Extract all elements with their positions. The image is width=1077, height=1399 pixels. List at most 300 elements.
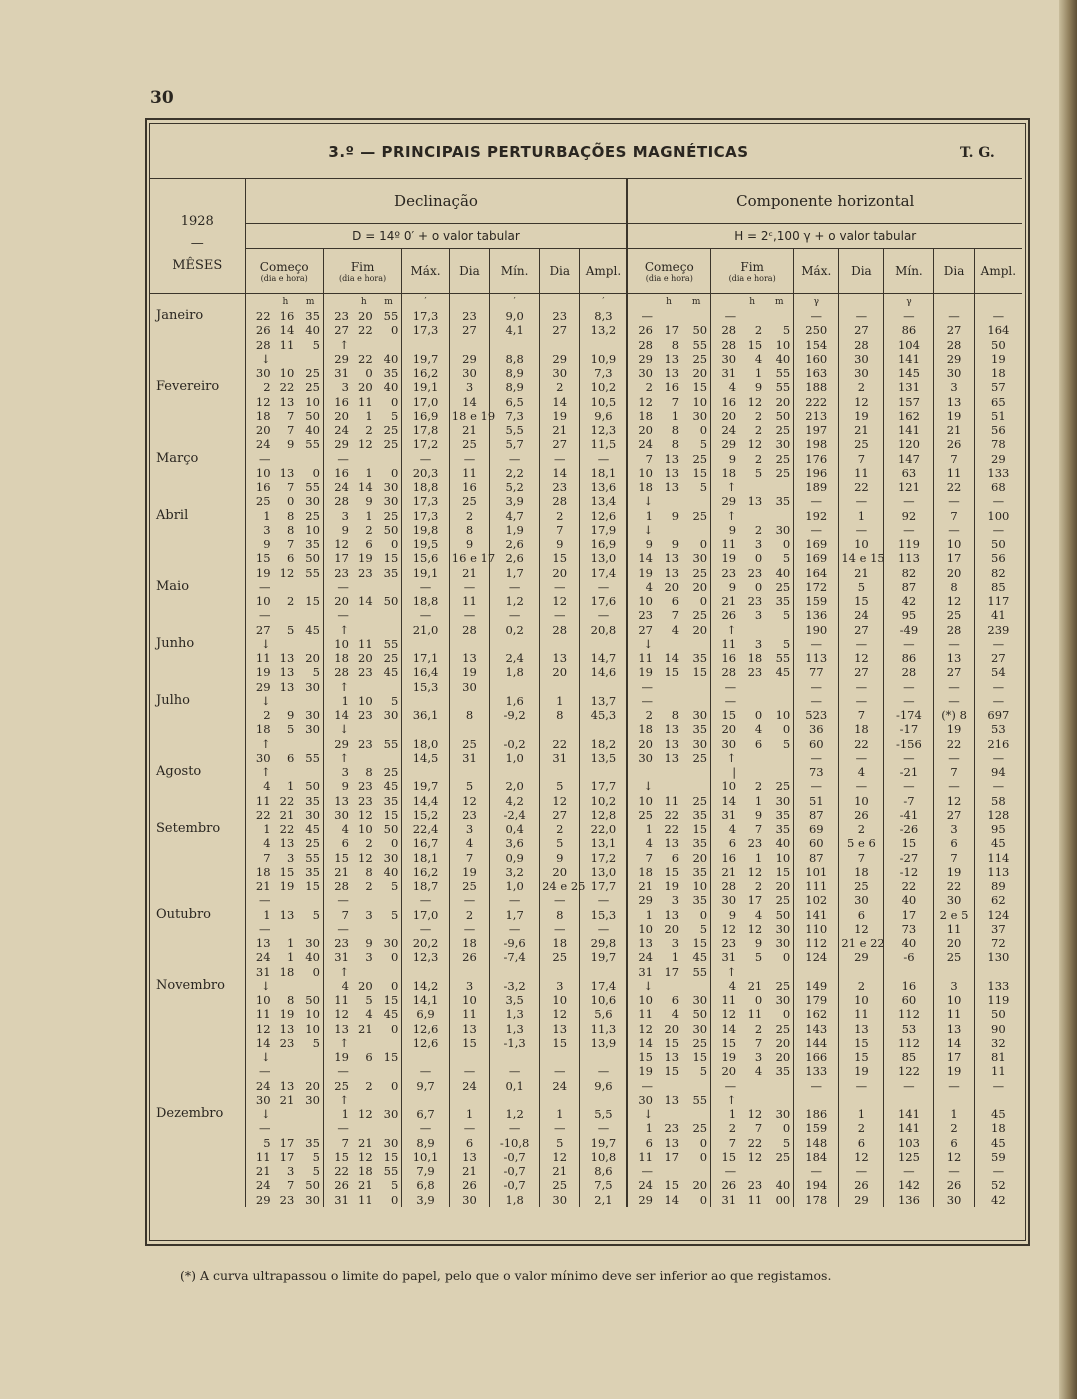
month-cell (150, 808, 245, 822)
decl-max-cell: 9,7 (402, 1079, 450, 1093)
table-row (150, 480, 1022, 494)
h-max-cell: 148 (794, 1136, 839, 1150)
h-start-hour-cell: 13 (664, 907, 680, 922)
table-row (150, 893, 1022, 907)
h-ampl-cell: 59 (974, 1150, 1022, 1164)
decl-min-day-cell: 27 (540, 323, 580, 337)
decl-start-hour-cell: 13 (279, 1078, 295, 1093)
decl-max-day-cell: 19 (449, 865, 489, 879)
decl-max-cell: 7,9 (402, 1164, 450, 1178)
h-start-hour-cell: 9 (671, 537, 680, 551)
decl-end-day-cell: 18 (323, 651, 352, 665)
decl-start-day-cell: — (245, 608, 274, 622)
decl-end-day-cell: 21 (323, 865, 352, 879)
decl-min-cell: 0,1 (490, 1079, 540, 1093)
h-end-min-cell: 20 (775, 1035, 791, 1050)
h-max-cell: 162 (794, 1007, 839, 1021)
decl-ampl-cell: 12,3 (580, 423, 628, 437)
h-max-cell: 189 (794, 480, 839, 494)
table-row (150, 950, 1022, 964)
h-min-cell: 145 (884, 366, 934, 380)
decl-start-hour-cell: 10 (279, 366, 295, 380)
decl-min-cell: -1,3 (490, 1036, 540, 1050)
decl-start-hour-cell (274, 452, 298, 466)
decl-max-cell: 22,4 (402, 822, 450, 836)
h-start-min-cell: 25 (692, 793, 708, 808)
h-end-min-cell: 30 (775, 1107, 791, 1121)
decl-min-day-cell: 23 (540, 480, 580, 494)
h-end-min-cell: 0 (782, 722, 791, 737)
decl-max-cell: 10,1 (402, 1150, 450, 1164)
h-start-day-cell: 18 (627, 865, 656, 879)
h-ampl-cell: — (974, 680, 1022, 694)
h-end-hour-cell: 2 (754, 408, 763, 423)
months-label: MÊSES (172, 258, 223, 273)
h-ampl-cell: 41 (974, 608, 1022, 622)
h-start-hour-cell: 19 (664, 879, 680, 893)
h-start-hour-cell (656, 779, 682, 793)
h-start-min-cell: 20 (692, 366, 708, 380)
month-cell (150, 494, 245, 508)
h-end-min-cell: 0 (782, 1007, 791, 1022)
decl-end-hour-cell: 12 (358, 1107, 373, 1121)
decl-ampl-cell: 17,7 (580, 779, 628, 793)
h-start-day-cell: 7 (627, 851, 656, 865)
decl-start-hour-cell (274, 979, 298, 993)
h-start-day-cell: ↓ (627, 979, 656, 993)
h-max-cell: 172 (794, 580, 839, 594)
decl-max-day-cell: 18 e 19 (449, 409, 489, 423)
h-max-day-cell: — (839, 494, 884, 508)
decl-min-header: Mín. (490, 249, 540, 294)
decl-end-day-cell: ↑ (323, 751, 352, 765)
decl-start-min-cell: 55 (305, 480, 320, 494)
h-min-day-cell: 29 (934, 352, 974, 366)
decl-max-cell: 19,1 (402, 380, 450, 394)
decl-max-cell: 8,9 (402, 1136, 450, 1150)
decl-end-min-cell: 0 (390, 1192, 399, 1207)
decl-end-min-cell: 0 (390, 1078, 399, 1093)
h-max-cell: — (794, 637, 839, 651)
h-end-day-cell: 12 (711, 1007, 740, 1021)
month-cell (150, 1178, 245, 1192)
decl-end-hour-cell: 20 (358, 978, 373, 993)
decl-start-min-cell: 25 (305, 380, 320, 395)
h-start-day-cell: 14 (627, 551, 656, 565)
h-min-day-cell: 3 (934, 979, 974, 993)
decl-end-day-cell: 30 (323, 808, 352, 822)
decl-start-day-cell: 2 (245, 380, 274, 394)
decl-max-day-cell: 26 (449, 950, 489, 964)
decl-start-min-cell: 30 (305, 1092, 320, 1107)
decl-end-hour-cell: 11 (358, 394, 373, 409)
h-start-min-cell: 30 (692, 993, 708, 1007)
decl-start-min-cell: 35 (305, 309, 320, 323)
decl-min-cell: 3,5 (490, 993, 540, 1007)
h-max-cell: 136 (794, 608, 839, 622)
unit-h: h (666, 296, 672, 307)
decl-end-min-cell: 5 (390, 1178, 399, 1193)
h-start-hour-cell (656, 680, 682, 694)
unit-min: ′ (402, 294, 450, 310)
decl-min-day-cell: 9 (540, 851, 580, 865)
h-start-min-cell: 0 (699, 1192, 708, 1207)
h-ampl-cell: 114 (974, 851, 1022, 865)
h-start-hour-cell: 13 (664, 451, 680, 466)
decl-end-min-cell (376, 1064, 402, 1078)
month-cell (150, 1136, 245, 1150)
h-start-day-cell: 14 (627, 1036, 656, 1050)
decl-start-hour-cell: 22 (279, 822, 295, 836)
h-ampl-cell: — (974, 751, 1022, 765)
h-start-day-cell: 20 (627, 737, 656, 751)
h-start-min-cell (682, 979, 711, 993)
h-start-hour-cell: 17 (664, 323, 680, 338)
h-max-day-cell: 30 (839, 893, 884, 907)
decl-end-hour-cell (352, 751, 376, 765)
decl-ampl-cell: 5,6 (580, 1007, 628, 1021)
h-end-day-cell: 30 (711, 352, 740, 366)
h-max-day-cell: 30 (839, 352, 884, 366)
decl-end-min-cell: 40 (383, 351, 399, 366)
h-min-cell: 82 (884, 566, 934, 580)
decl-min-day-cell: 28 (540, 623, 580, 637)
h-start-day-cell: 6 (627, 1136, 656, 1150)
decl-ampl-cell: 19,7 (580, 1136, 628, 1150)
decl-end-hour-cell: 21 (358, 1135, 373, 1150)
decl-min-day-cell: 7 (540, 523, 580, 537)
h-min-cell: — (884, 637, 934, 651)
decl-start-day-cell: 12 (245, 395, 274, 409)
h-ampl-cell: 130 (974, 950, 1022, 964)
h-max-cell: 102 (794, 893, 839, 907)
decl-end-hour-cell: 3 (365, 950, 373, 965)
h-min-day-cell: 26 (934, 1178, 974, 1192)
decl-start-min-cell: 25 (305, 836, 320, 851)
h-max-day-cell: 15 (839, 1036, 884, 1050)
decl-start-min-cell: 5 (312, 1035, 320, 1050)
decl-end-min-cell: 30 (383, 1107, 399, 1121)
h-start-min-cell: 20 (692, 622, 708, 637)
h-end-day-cell: 16 (711, 395, 740, 409)
disturbances-table (150, 178, 1022, 1207)
h-end-min-cell (765, 1079, 794, 1093)
h-ampl-cell: 50 (974, 537, 1022, 551)
h-max-day-cell: 12 (839, 651, 884, 665)
h-start-min-cell (682, 694, 711, 708)
month-cell (150, 779, 245, 793)
decl-min-day-cell: 15 (540, 1036, 580, 1050)
h-start-day-cell: 19 (627, 665, 656, 679)
h-end-min-cell: 0 (782, 950, 791, 965)
h-start-min-cell (682, 680, 711, 694)
unit-min: ′ (490, 294, 540, 310)
h-min-cell: — (884, 1079, 934, 1093)
h-min-cell: 16 (884, 979, 934, 993)
h-min-cell: 162 (884, 409, 934, 423)
decl-end-min-cell: 0 (390, 537, 399, 551)
decl-min-cell: 0,2 (490, 623, 540, 637)
h-max-cell: 112 (794, 936, 839, 950)
decl-start-hour-cell: 9 (286, 437, 295, 452)
h-end-day-cell: — (711, 1079, 740, 1093)
decl-min-day-cell: — (540, 580, 580, 594)
h-end-day-cell: 20 (711, 409, 740, 423)
decl-start-hour-cell (274, 1121, 298, 1135)
decl-end-hour-cell: 21 (358, 1021, 373, 1036)
month-cell: Agosto (156, 764, 202, 779)
h-min-cell: 40 (884, 936, 934, 950)
month-cell (150, 922, 245, 936)
decl-start-hour-cell: 22 (279, 793, 295, 808)
h-start-hour-cell: 22 (664, 822, 680, 836)
decl-start-min-cell: 5 (312, 1164, 320, 1178)
h-end-min-cell: 5 (782, 323, 791, 338)
h-end-hour-cell: 4 (754, 907, 763, 922)
decl-start-min-cell (297, 352, 323, 366)
decl-start-day-cell: — (245, 1064, 274, 1078)
h-max-cell: 188 (794, 380, 839, 394)
decl-start-day-cell: — (245, 452, 274, 466)
h-start-day-cell: 11 (627, 1007, 656, 1021)
decl-max-cell: 12,6 (402, 1022, 450, 1036)
h-min-cell: 40 (884, 893, 934, 907)
month-cell (150, 737, 245, 751)
decl-min-cell: — (490, 893, 540, 907)
h-max-header: Máx. (794, 249, 839, 294)
decl-start-min-cell: 40 (305, 950, 320, 965)
decl-start-min-cell: 10 (305, 1007, 320, 1022)
h-start-day-cell: 27 (627, 623, 656, 637)
decl-start-hour-cell: 19 (279, 879, 295, 893)
decl-min-cell: 3,9 (490, 494, 540, 508)
month-cell (150, 366, 245, 380)
decl-min-day-cell: 5 (540, 1136, 580, 1150)
decl-start-hour-cell (274, 765, 298, 779)
h-start-day-cell: 12 (627, 395, 656, 409)
decl-start-min-cell (297, 1121, 323, 1135)
year-label: 1928 (180, 214, 214, 229)
h-max-cell: 159 (794, 594, 839, 608)
h-min-cell: 28 (884, 665, 934, 679)
decl-min-day-cell: 13 (540, 1022, 580, 1036)
decl-ampl-cell: 12,6 (580, 509, 628, 523)
decl-ampl-header: Ampl. (580, 249, 628, 294)
decl-start-day-cell: 30 (245, 366, 274, 380)
h-start-min-cell: 30 (692, 408, 708, 423)
h-start-hour-cell: 6 (671, 850, 680, 865)
h-end-min-cell (765, 751, 794, 765)
month-cell (150, 537, 245, 551)
decl-end-day-cell: 12 (323, 1007, 352, 1021)
month-cell (150, 680, 245, 694)
h-start-day-cell: 19 (627, 566, 656, 580)
h-start-hour-cell (656, 979, 682, 993)
h-ampl-cell: 82 (974, 566, 1022, 580)
decl-end-min-cell (376, 580, 402, 594)
h-end-day-cell: 31 (711, 1193, 740, 1207)
decl-start-day-cell: 14 (245, 1036, 274, 1050)
h-end-hour-cell: 1 (754, 793, 763, 808)
decl-start-hour-cell: 7 (286, 480, 295, 494)
h-start-day-cell: 18 (627, 722, 656, 736)
decl-min-day-cell: 20 (540, 566, 580, 580)
decl-end-hour-cell (352, 680, 376, 694)
h-start-min-cell: 0 (699, 907, 708, 922)
decl-end-min-cell: 25 (383, 437, 399, 452)
h-end-hour-cell: 23 (747, 665, 763, 680)
decl-max-cell: 17,3 (402, 494, 450, 508)
decl-min-day-cell (540, 765, 580, 779)
h-end-min-cell: 25 (775, 779, 791, 794)
h-end-min-cell: 35 (775, 1064, 791, 1079)
h-start-day-cell: — (627, 694, 656, 708)
decl-min-cell: 8,8 (490, 352, 540, 366)
decl-start-hour-cell (274, 694, 298, 708)
h-start-hour-cell: 15 (664, 665, 680, 680)
unit-m: m (691, 296, 701, 307)
table-row (150, 366, 1022, 380)
h-min-day-cell: — (934, 779, 974, 793)
h-end-hour-cell (739, 765, 765, 779)
decl-ampl-cell (580, 1050, 628, 1064)
decl-end-day-cell: — (323, 893, 352, 907)
table-row (150, 551, 1022, 565)
decl-max-day-cell: 26 (449, 1178, 489, 1192)
decl-min-day-cell: 21 (540, 1164, 580, 1178)
decl-end-day-cell: 6 (323, 836, 352, 850)
decl-min-cell: 1,2 (490, 1107, 540, 1121)
decl-min-day-cell: 25 (540, 950, 580, 964)
h-start-day-cell: 12 (627, 1022, 656, 1036)
h-end-hour-cell: 9 (754, 936, 763, 950)
decl-end-hour-cell: 22 (358, 323, 373, 338)
decl-start-hour-cell: 21 (279, 1092, 295, 1107)
h-ampl-cell: 95 (974, 822, 1022, 836)
h-max-day-cell: 14 e 15 (839, 551, 884, 565)
decl-end-hour-cell: 3 (365, 907, 373, 922)
table-row (150, 979, 1022, 993)
h-ampl-cell: 51 (974, 409, 1022, 423)
decl-ampl-cell (580, 637, 628, 651)
h-end-min-cell: 35 (775, 594, 791, 608)
h-end-min-cell: 30 (775, 993, 791, 1007)
h-ampl-cell: 50 (974, 1007, 1022, 1021)
h-end-min-cell: 25 (775, 1021, 791, 1036)
h-min-cell: — (884, 779, 934, 793)
h-start-hour-cell: 8 (671, 423, 680, 437)
decl-start-day-cell: ↓ (245, 1050, 274, 1064)
decl-end-hour-cell: 19 (358, 551, 373, 566)
decl-min-day-cell (540, 338, 580, 352)
h-start-min-cell: 0 (699, 537, 708, 551)
decl-start-min-cell (297, 893, 323, 907)
decl-start-day-cell: 10 (245, 594, 274, 608)
h-end-day-cell: — (711, 694, 740, 708)
decl-start-day-cell: 9 (245, 537, 274, 551)
decl-start-min-cell (297, 608, 323, 622)
h-end-day-cell: 16 (711, 651, 740, 665)
h-start-min-cell: 20 (692, 579, 708, 594)
decl-max-day-cell (449, 1093, 489, 1107)
table-row (150, 323, 1022, 337)
h-end-day-cell: 26 (711, 1178, 740, 1192)
table-row (150, 1193, 1022, 1207)
h-min-cell: — (884, 694, 934, 708)
month-cell (150, 865, 245, 879)
decl-min-cell: 3,2 (490, 865, 540, 879)
decl-max-cell: 14,2 (402, 979, 450, 993)
h-start-hour-cell: 14 (664, 651, 680, 665)
h-min-day-cell: (*) 8 (934, 708, 974, 722)
h-start-day-cell: 30 (627, 366, 656, 380)
table-row (150, 822, 1022, 836)
h-end-min-cell: 5 (782, 551, 791, 566)
h-max-cell: 169 (794, 537, 839, 551)
month-cell (150, 1036, 245, 1050)
decl-max-cell: — (402, 580, 450, 594)
h-end-day-cell: 26 (711, 608, 740, 622)
decl-start-min-cell: 40 (305, 423, 320, 437)
month-cell (150, 523, 245, 537)
table-row (150, 680, 1022, 694)
decl-start-day-cell: 19 (245, 566, 274, 580)
decl-min-day-cell: 12 (540, 1150, 580, 1164)
decl-max-day-cell (449, 694, 489, 708)
month-cell (150, 1007, 245, 1021)
h-end-hour-cell: 7 (754, 822, 763, 836)
h-start-hour-cell (656, 523, 682, 537)
h-max-day-cell (839, 1093, 884, 1107)
decl-end-day-cell: 17 (323, 551, 352, 565)
table-row (150, 1079, 1022, 1093)
h-end-day-cell: 11 (711, 537, 740, 551)
decl-end-min-cell: 45 (383, 665, 399, 680)
decl-min-day-cell (540, 965, 580, 979)
month-cell: Maio (156, 578, 190, 594)
decl-min-cell: 1,2 (490, 594, 540, 608)
table-row (150, 651, 1022, 665)
decl-end-min-cell: 0 (390, 1021, 399, 1036)
decl-start-day-cell: ↓ (245, 637, 274, 651)
decl-max-day-cell: 30 (449, 366, 489, 380)
h-min-day-cell: 13 (934, 395, 974, 409)
table-row (150, 437, 1022, 451)
h-start-day-cell: 25 (627, 808, 656, 822)
h-start-min-cell: 20 (692, 850, 708, 865)
decl-end-hour-cell: 20 (358, 380, 373, 395)
h-max-cell: 163 (794, 366, 839, 380)
decl-start-min-cell: 30 (305, 494, 320, 509)
decl-end-day-cell: 31 (323, 366, 352, 380)
decl-start-min-cell: 0 (312, 465, 320, 480)
h-max-cell: 113 (794, 651, 839, 665)
h-start-day-cell: 18 (627, 480, 656, 494)
h-min-cell: -6 (884, 950, 934, 964)
station-code: T. G. (960, 145, 995, 161)
decl-min-cell: 1,0 (490, 879, 540, 893)
decl-start-day-cell: 26 (245, 323, 274, 337)
h-max-cell: — (794, 779, 839, 793)
h-max-cell: 36 (794, 722, 839, 736)
h-start-min-cell (682, 765, 711, 779)
h-start-min-cell (682, 779, 711, 793)
decl-ampl-cell: 17,4 (580, 979, 628, 993)
decl-max-day-cell: 21 (449, 566, 489, 580)
h-start-day-cell: 2 (627, 708, 656, 722)
decl-end-min-cell: 5 (390, 907, 399, 922)
h-min-cell (884, 1093, 934, 1107)
